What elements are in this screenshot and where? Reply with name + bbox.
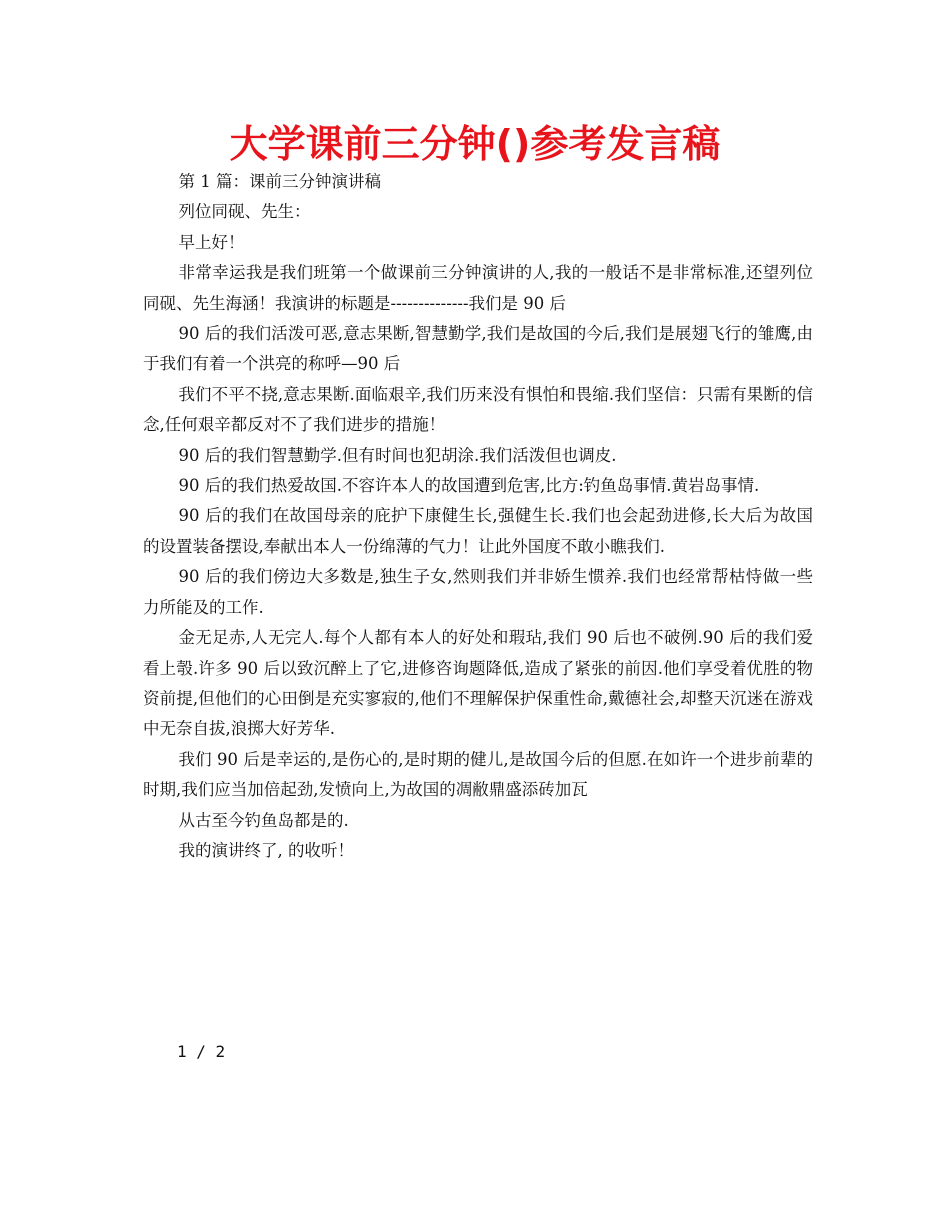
paragraph: 我们不平不挠,意志果断.面临艰辛,我们历来没有惧怕和畏缩.我们坚信：只需有果断的信念,任何艰辛都反对不了我们进步的措施！ (143, 384, 813, 435)
paragraph: 90 后的我们在故国母亲的庇护下康健生长,强健生长.我们也会起劲进修,长大后为故国的设置装备摆设,奉献出本人一份绵薄的气力！让此外国度不敢小瞧我们. (143, 506, 813, 556)
paragraph-heading: 第 1 篇：课前三分钟演讲稿 (178, 172, 381, 191)
paragraph: 非常幸运我是我们班第一个做课前三分钟演讲的人,我的一般话不是非常标准,还望列位同砚、先生海涵！我演讲的标题是--------------我们是 90 后 (143, 263, 813, 313)
paragraph-greeting: 列位同砚、先生： (178, 202, 311, 222)
paragraph: 90 后的我们活泼可恶,意志果断,智慧勤学,我们是故国的今后,我们是展翅飞行的雏鹰,由于我们有着一个洪亮的称呼—90 后 (143, 324, 813, 374)
paragraph: 我们 90 后是幸运的,是伤心的,是时期的健儿,是故国今后的但愿.在如许一个进步前辈的时期,我们应当加倍起劲,发愤向上,为故国的凋敝鼎盛添砖加瓦 (143, 749, 813, 800)
paragraph: 90 后的我们热爱故国.不容许本人的故国遭到危害,比方:钓鱼岛事情.黄岩岛事情. (178, 476, 760, 496)
paragraph-good-morning: 早上好！ (178, 232, 245, 252)
paragraph-closing: 我的演讲终了, 的收听！ (178, 840, 354, 860)
paragraph: 90 后的我们傍边大多数是,独生子女,然则我们并非娇生惯养.我们也经常帮枯恃做一些力所能及的工作. (143, 567, 813, 617)
document-body (143, 167, 813, 866)
paragraph: 从古至今钓鱼岛都是的. (178, 810, 349, 830)
paragraph: 金无足赤,人无完人.每个人都有本人的好处和瑕玷,我们 90 后也不破例.90 后的我们爱看上彀.许多 90 后以致沉醉上了它,进修咨询题降低,造成了紧张的前因.他们享受着优胜的物资前提,但他们的心田倒是充实寥寂的,他们不理解保护保重性命,戴德社会,却整天沉迷在游戏中无奈自拔,浪掷大好芳华. (143, 628, 813, 739)
page-indicator: 1 / 2 (177, 1042, 226, 1061)
document-title: 大学课前三分钟()参考发言稿 (229, 122, 721, 166)
paragraph: 90 后的我们智慧勤学.但有时间也犯胡涂.我们活泼但也调皮. (178, 445, 617, 465)
